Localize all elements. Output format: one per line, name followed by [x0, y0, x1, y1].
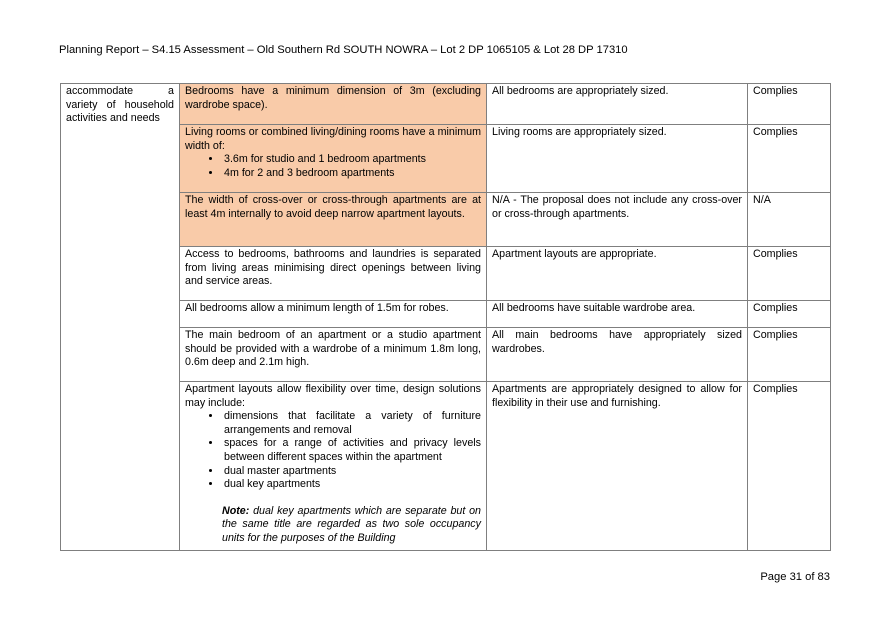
assessment-table	[60, 83, 831, 551]
comment-cell: Apartment layouts are appropriate.	[487, 247, 748, 301]
page-header: Planning Report – S4.15 Assessment – Old Southern Rd SOUTH NOWRA – Lot 2 DP 1065105 & Lot 28 DP 17310	[59, 44, 628, 56]
objective-cell: accommodate a variety of household activities and needs	[61, 84, 180, 551]
criteria-cell	[180, 125, 487, 193]
criteria-cell: All bedrooms allow a minimum length of 1.5m for robes.	[180, 301, 487, 328]
status-cell: Complies	[748, 247, 831, 301]
status-cell: N/A	[748, 193, 831, 247]
status-cell: Complies	[748, 328, 831, 382]
page-number: Page 31 of 83	[760, 571, 830, 583]
comment-cell: Apartments are appropriately designed to allow for flexibility in their use and furnishing.	[487, 382, 748, 551]
list-item: • spaces for a range of activities and privacy levels between different spaces within the apartment	[222, 437, 481, 464]
status-cell: Complies	[748, 84, 831, 125]
list-item: • dual master apartments	[222, 465, 481, 479]
table-row	[61, 84, 831, 125]
list-item: • 4m for 2 and 3 bedroom apartments	[222, 167, 481, 181]
list-item: • dimensions that facilitate a variety of furniture arrangements and removal	[222, 410, 481, 437]
note-label: Note:	[222, 504, 250, 517]
comment-cell: All bedrooms are appropriately sized.	[487, 84, 748, 125]
status-cell: Complies	[748, 382, 831, 551]
note-text: dual key apartments which are separate but on the same title are regarded as two sole occupancy units for the purposes of the Building	[222, 504, 481, 544]
note	[222, 505, 481, 546]
comment-cell: All main bedrooms have appropriately sized wardrobes.	[487, 328, 748, 382]
criteria-cell: The width of cross-over or cross-through apartments are at least 4m internally to avoid deep narrow apartment layouts.	[180, 193, 487, 247]
status-cell: Complies	[748, 301, 831, 328]
status-cell: Complies	[748, 125, 831, 193]
list-item: • 3.6m for studio and 1 bedroom apartments	[222, 153, 481, 167]
criteria-cell: The main bedroom of an apartment or a studio apartment should be provided with a wardrobe of a minimum 1.8m long, 0.6m deep and 2.1m high.	[180, 328, 487, 382]
comment-cell: All bedrooms have suitable wardrobe area.	[487, 301, 748, 328]
criteria-text: Living rooms or combined living/dining rooms have a minimum width of:	[185, 126, 481, 152]
bullet-list	[185, 410, 481, 492]
bullet-list	[185, 153, 481, 180]
list-item: • dual key apartments	[222, 478, 481, 492]
criteria-cell	[180, 382, 487, 551]
criteria-cell: Bedrooms have a minimum dimension of 3m (excluding wardrobe space).	[180, 84, 487, 125]
comment-cell: N/A - The proposal does not include any cross-over or cross-through apartments.	[487, 193, 748, 247]
criteria-cell: Access to bedrooms, bathrooms and laundries is separated from living areas minimising direct openings between living and service areas.	[180, 247, 487, 301]
criteria-text: Apartment layouts allow flexibility over time, design solutions may include:	[185, 383, 481, 409]
comment-cell: Living rooms are appropriately sized.	[487, 125, 748, 193]
